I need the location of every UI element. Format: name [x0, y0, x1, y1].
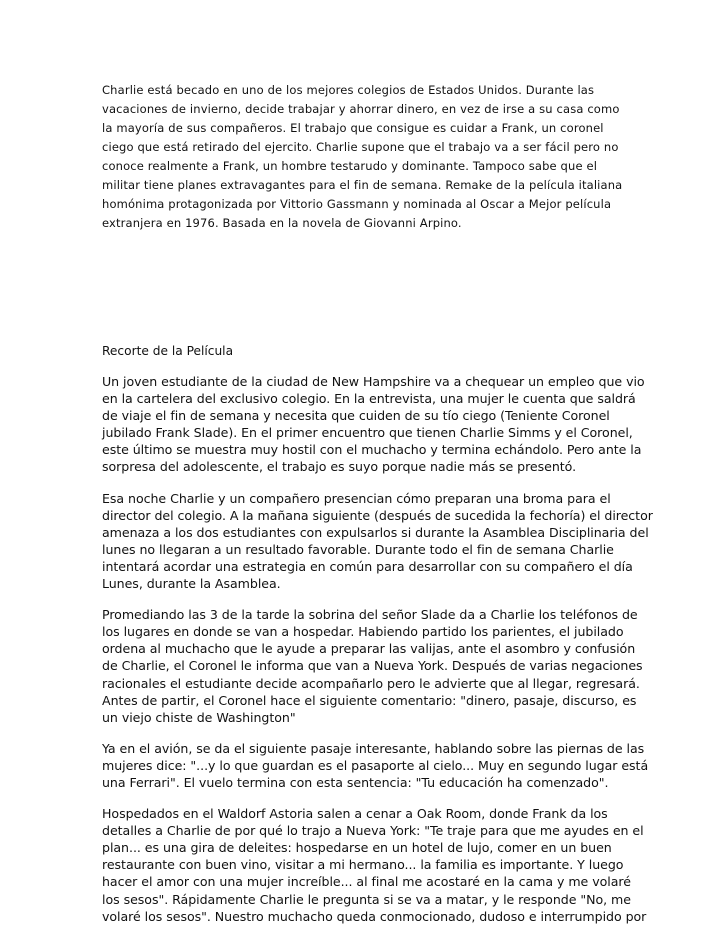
paragraph-line: Promediando las 3 de la tarde la sobrina del señor Slade da a Charlie los teléfonos de	[102, 607, 638, 623]
paragraph-line: Esa noche Charlie y un compañero presencian cómo preparan una broma para el	[102, 490, 611, 506]
intro-line: la mayoría de sus compañeros. El trabajo que consigue es cuidar a Frank, un coronel	[102, 121, 604, 135]
paragraph-line: en la cartelera del exclusivo colegio. En la entrevista, una mujer le cuenta que saldrá	[102, 391, 636, 407]
intro-line: vacaciones de invierno, decide trabajar y ahorrar dinero, en vez de irse a su casa como	[102, 102, 620, 116]
paragraph-line: racionales el estudiante decide acompañarlo pero le advierte que al llegar, regresará.	[102, 675, 640, 691]
intro-line: extranjera en 1976. Basada en la novela de Giovanni Arpino.	[102, 216, 462, 230]
paragraph-line: plan... es una gira de deleites: hospedarse en un hotel de lujo, comer en un buen	[102, 840, 612, 856]
paragraph-line: de viaje el fin de semana y necesita que cuiden de su tío ciego (Teniente Coronel	[102, 408, 610, 424]
intro-line: militar tiene planes extravagantes para el fin de semana. Remake de la película italiana	[102, 178, 623, 192]
paragraph-line: detalles a Charlie de por qué lo trajo a Nueva York: "Te traje para que me ayudes en el	[102, 823, 644, 839]
intro-line: Charlie está becado en uno de los mejores colegios de Estados Unidos. Durante las	[102, 83, 595, 97]
paragraph-line: Un joven estudiante de la ciudad de New Hampshire va a chequear un empleo que vio	[102, 374, 645, 389]
intro-line: ciego que está retirado del ejercito. Charlie supone que el trabajo va a ser fácil pero no	[102, 140, 619, 154]
paragraph-line: Antes de partir, el Coronel hace el siguiente comentario: "dinero, pasaje, discurso, es	[102, 692, 637, 708]
paragraph-line: ordena al muchacho que le ayude a preparar las valijas, ante el asombro y confusión	[102, 641, 636, 657]
paragraph	[102, 373, 645, 476]
paragraph-line: Hospedados en el Waldorf Astoria salen a cenar a Oak Room, donde Frank da los	[102, 806, 608, 822]
paragraph-line: amenaza a los dos estudiantes con expulsarlos si durante la Asamblea Disciplinaria del	[102, 524, 649, 540]
paragraph-line: los lugares en donde se van a hospedar. Habiendo partido los parientes, el jubilado	[102, 624, 624, 640]
paragraph	[102, 490, 653, 593]
paragraph-line: sorpresa del adolescente, el trabajo es suyo porque nadie más se presentó.	[102, 459, 577, 475]
paragraph-line: restaurante con buen vino, visitar a mi hermano... la familia es importante. Y luego	[102, 857, 624, 873]
paragraph-line: lunes no llegaran a un resultado favorable. Durante todo el fin de semana Charlie	[102, 541, 614, 557]
intro-line: homónima protagonizada por Vittorio Gassmann y nominada al Oscar a Mejor película	[102, 197, 612, 211]
paragraph	[102, 740, 649, 791]
intro-line: conoce realmente a Frank, un hombre testarudo y dominante. Tampoco sabe que el	[102, 159, 598, 173]
paragraph-line: este último se muestra muy hostil con el muchacho y termina echándolo. Pero ante la	[102, 442, 642, 458]
paragraph-line: director del colegio. A la mañana siguiente (después de sucedida la fechoría) el director	[102, 507, 653, 523]
section-title: Recorte de la Película	[102, 344, 234, 358]
paragraph-line: de Charlie, el Coronel le informa que van a Nueva York. Después de varias negaciones	[102, 658, 643, 674]
paragraph-line: volaré los sesos". Nuestro muchacho queda conmocionado, dudoso e interrumpido por	[102, 908, 647, 924]
intro-paragraph	[102, 81, 630, 233]
paragraph-line: hacer el amor con una mujer increíble... al final me acostaré en la cama y me volaré	[102, 874, 631, 890]
paragraph-line: jubilado Frank Slade). En el primer encuentro que tienen Charlie Simms y el Coronel,	[102, 425, 633, 441]
paragraph-line: intentará acordar una estrategia en común para desarrollar con su compañero el día	[102, 558, 633, 574]
paragraph-line: los sesos". Rápidamente Charlie le pregunta si se va a matar, y le responde "No, me	[102, 891, 631, 907]
paragraph-line: Ya en el avión, se da el siguiente pasaje interesante, hablando sobre las piernas de las	[102, 740, 645, 756]
paragraph-line: mujeres dice: "...y lo que guardan es el pasaporte al cielo... Muy en segundo lugar está	[102, 757, 649, 773]
paragraph-line: Lunes, durante la Asamblea.	[102, 576, 281, 592]
paragraph-line: un viejo chiste de Washington"	[102, 709, 296, 725]
paragraph	[102, 606, 643, 726]
synopsis-body	[102, 373, 653, 939]
paragraph-line: una Ferrari". El vuelo termina con esta sentencia: "Tu educación ha comenzado".	[102, 774, 609, 790]
paragraph	[102, 805, 647, 925]
